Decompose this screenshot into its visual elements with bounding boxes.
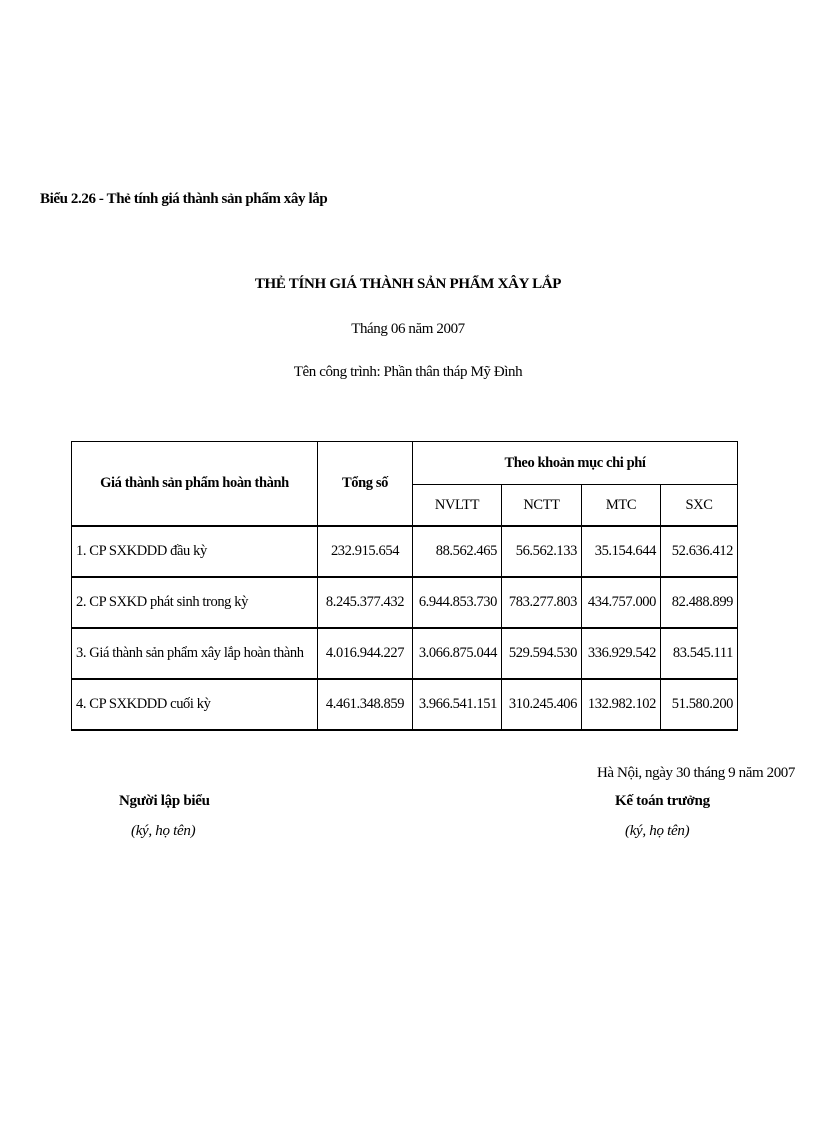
report-month: Tháng 06 năm 2007 <box>351 321 465 337</box>
cost-table <box>71 441 738 731</box>
table-row <box>72 679 738 730</box>
cell-mtc: 132.982.102 <box>582 679 661 730</box>
cell-nctt: 783.277.803 <box>502 577 582 628</box>
chief-accountant-signature-note: (ký, họ tên) <box>625 823 690 839</box>
header-col-sxc: SXC <box>661 485 738 527</box>
header-cost-group: Theo khoản mục chi phí <box>413 442 738 485</box>
cell-sxc: 83.545.111 <box>661 628 738 679</box>
header-row-label: Giá thành sản phẩm hoàn thành <box>72 442 318 527</box>
row-label: 2. CP SXKD phát sinh trong kỳ <box>72 577 318 628</box>
row-label: 3. Giá thành sản phẩm xây lắp hoàn thành <box>72 628 318 679</box>
cell-nctt: 56.562.133 <box>502 526 582 577</box>
cell-nvltt: 3.966.541.151 <box>413 679 502 730</box>
cell-nctt: 529.594.530 <box>502 628 582 679</box>
row-total: 8.245.377.432 <box>318 577 413 628</box>
table-row <box>72 628 738 679</box>
place-date: Hà Nội, ngày 30 tháng 9 năm 2007 <box>597 765 795 781</box>
cell-nvltt: 3.066.875.044 <box>413 628 502 679</box>
header-col-nvltt: NVLTT <box>413 485 502 527</box>
header-col-mtc: MTC <box>582 485 661 527</box>
project-name: Tên công trình: Phần thân tháp Mỹ Đình <box>293 364 523 380</box>
cell-nctt: 310.245.406 <box>502 679 582 730</box>
cell-mtc: 434.757.000 <box>582 577 661 628</box>
cell-nvltt: 88.562.465 <box>413 526 502 577</box>
header-col-nctt: NCTT <box>502 485 582 527</box>
cell-sxc: 82.488.899 <box>661 577 738 628</box>
table-header-row <box>72 442 738 485</box>
document-title: THẺ TÍNH GIÁ THÀNH SẢN PHẨM XÂY LẮP <box>254 276 562 292</box>
row-total: 232.915.654 <box>318 526 413 577</box>
chief-accountant-title: Kế toán trưởng <box>615 793 710 809</box>
row-label: 1. CP SXKDDD đầu kỳ <box>72 526 318 577</box>
header-total: Tổng số <box>318 442 413 527</box>
preparer-title: Người lập biểu <box>119 793 210 809</box>
figure-caption: Biểu 2.26 - Thẻ tính giá thành sản phẩm xây lắp <box>40 191 328 207</box>
cell-mtc: 336.929.542 <box>582 628 661 679</box>
table-row <box>72 526 738 577</box>
cell-sxc: 51.580.200 <box>661 679 738 730</box>
cell-mtc: 35.154.644 <box>582 526 661 577</box>
cell-nvltt: 6.944.853.730 <box>413 577 502 628</box>
table-row <box>72 577 738 628</box>
cell-sxc: 52.636.412 <box>661 526 738 577</box>
row-total: 4.461.348.859 <box>318 679 413 730</box>
preparer-signature-note: (ký, họ tên) <box>131 823 196 839</box>
row-total: 4.016.944.227 <box>318 628 413 679</box>
row-label: 4. CP SXKDDD cuối kỳ <box>72 679 318 730</box>
